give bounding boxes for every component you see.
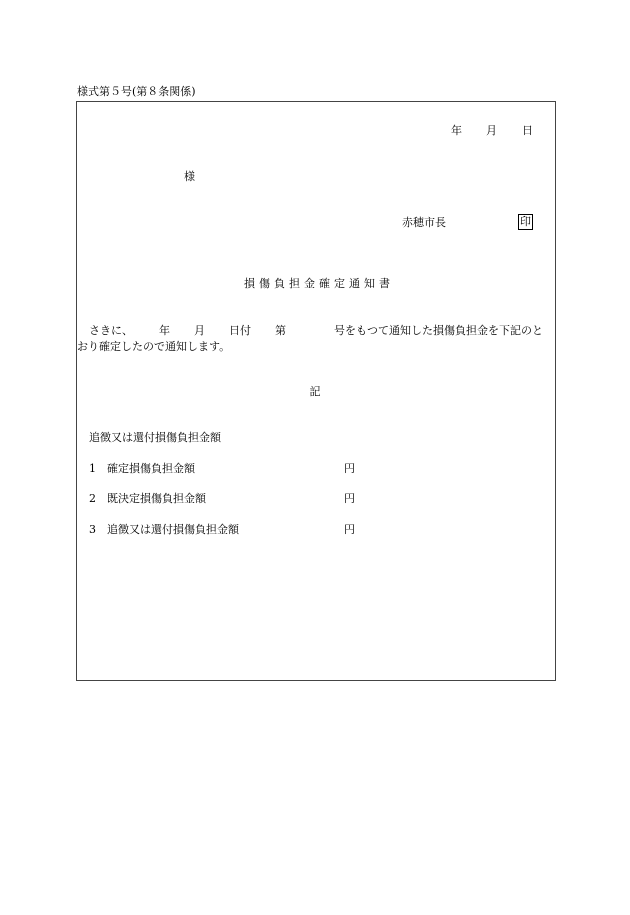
body-line1-end: 号をもつて通知した損傷負担金を下記のと bbox=[334, 324, 543, 337]
body-month: 月 bbox=[194, 324, 205, 337]
date-month-label: 月 bbox=[486, 124, 497, 137]
document-title: 損傷負担金確定通知書 bbox=[244, 277, 394, 290]
date-day-label: 日 bbox=[522, 124, 533, 137]
form-number-label: 様式第５号(第８条関係) bbox=[77, 85, 196, 98]
date-year-label: 年 bbox=[451, 124, 462, 137]
item-heading: 追徴又は還付損傷負担金額 bbox=[89, 431, 221, 444]
item-number: 3 bbox=[89, 523, 96, 536]
body-day: 日付 bbox=[229, 324, 251, 337]
addressee-suffix: 様 bbox=[184, 170, 195, 183]
item-row bbox=[89, 462, 195, 475]
item-unit: 円 bbox=[344, 492, 355, 505]
item-row bbox=[89, 523, 239, 536]
issuer-name: 赤穂市長 bbox=[402, 216, 446, 229]
seal-stamp: 印 bbox=[520, 215, 531, 228]
item-unit: 円 bbox=[344, 523, 355, 536]
item-number: 2 bbox=[89, 492, 96, 505]
item-unit: 円 bbox=[344, 462, 355, 475]
ki-heading: 記 bbox=[309, 385, 321, 398]
item-number: 1 bbox=[89, 462, 96, 475]
body-year: 年 bbox=[159, 324, 170, 337]
item-label: 確定損傷負担金額 bbox=[107, 462, 195, 475]
body-intro: さきに、 bbox=[89, 324, 133, 337]
item-row bbox=[89, 492, 206, 505]
item-label: 既決定損傷負担金額 bbox=[107, 492, 206, 505]
item-label: 追徴又は還付損傷負担金額 bbox=[107, 523, 239, 536]
body-line-2: おり確定したので通知します。 bbox=[77, 340, 231, 353]
body-number-prefix: 第 bbox=[275, 324, 286, 337]
body-line-1 bbox=[89, 324, 543, 337]
